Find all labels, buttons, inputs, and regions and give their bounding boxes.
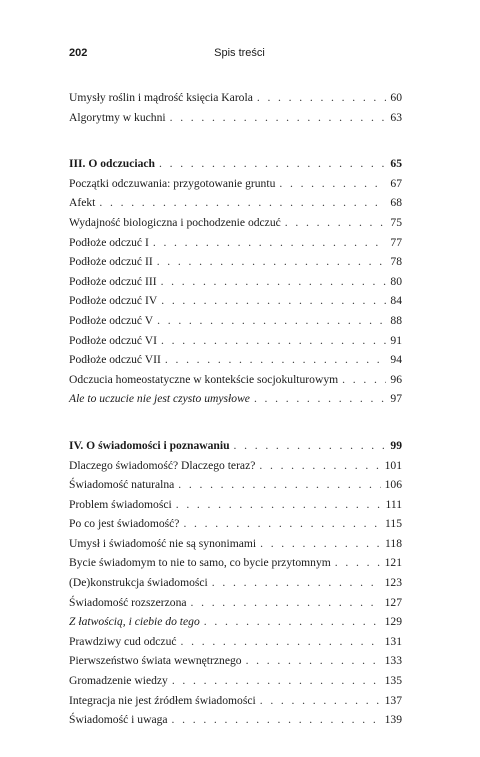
dot-leader [234,436,387,456]
dot-leader [176,495,382,515]
dot-leader [246,651,381,671]
entry-page-number: 67 [390,176,402,190]
toc-entry [69,213,402,233]
entry-page-number: 131 [384,634,402,648]
entry-title: Po co jest świadomość? [69,517,180,531]
entry-page-number: 99 [390,438,402,452]
toc-entry [69,671,402,691]
dot-leader [212,573,381,593]
toc-entry [69,593,402,613]
entry-title: (De)konstrukcja świadomości [69,576,208,590]
table-of-contents [69,88,402,757]
entry-page-number: 78 [390,255,402,269]
entry-page-number: 97 [390,392,402,406]
dot-leader [279,174,386,194]
entry-title: Gromadzenie wiedzy [69,674,168,688]
dot-leader [259,456,380,476]
toc-entry [69,370,402,390]
toc-entry [69,691,402,711]
dot-leader [161,272,387,292]
toc-entry [69,350,402,370]
entry-title: Wydajność biologiczna i pochodzenie odczuć [69,215,281,229]
dot-leader [170,108,387,128]
dot-leader [254,389,386,409]
toc-entry [69,272,402,292]
entry-title: Podłoże odczuć IV [69,294,158,308]
toc-entry [69,514,402,534]
toc-entry [69,311,402,331]
toc-section [69,154,402,409]
entry-title: Podłoże odczuć VII [69,353,161,367]
entry-title: Algorytmy w kuchni [69,110,166,124]
toc-entry [69,174,402,194]
entry-page-number: 84 [390,294,402,308]
entry-title: Bycie świadomym to nie to samo, co bycie przytomnym [69,556,331,570]
toc-entry [69,475,402,495]
entry-page-number: 137 [384,693,402,707]
entry-page-number: 65 [390,157,402,171]
entry-page-number: 80 [390,274,402,288]
dot-leader [157,252,387,272]
entry-title: Początki odczuwania: przygotowanie gruntu [69,176,276,190]
entry-title: Prawdziwy cud odczuć [69,634,177,648]
page-header [69,47,410,63]
running-title: Spis treści [214,47,265,59]
entry-title: Afekt [69,196,96,210]
entry-title: Umysł i świadomość nie są synonimami [69,536,257,550]
entry-page-number: 60 [390,91,402,104]
dot-leader [165,350,387,370]
entry-title: Podłoże odczuć V [69,313,154,327]
entry-page-number: 68 [390,196,402,210]
entry-title: Świadomość i uwaga [69,713,168,727]
entry-page-number: 91 [390,333,402,347]
entry-page-number: 123 [384,576,402,590]
toc-entry [69,252,402,272]
entry-title: Ale to uczucie nie jest czysto umysłowe [69,392,250,406]
dot-leader [99,193,386,213]
dot-leader [260,691,381,711]
entry-page-number: 115 [385,517,402,531]
entry-page-number: 106 [384,478,402,492]
toc-entry [69,632,402,652]
toc-entry [69,495,402,515]
entry-page-number: 121 [384,556,402,570]
toc-entry [69,573,402,593]
toc-entry [69,553,402,573]
toc-entry [69,389,402,409]
entry-page-number: 94 [390,353,402,367]
dot-leader [191,593,381,613]
entry-page-number: 63 [390,110,402,124]
dot-leader [172,671,381,691]
entry-title: Z łatwością, i ciebie do tego [69,615,200,629]
dot-leader [161,331,386,351]
toc-section [69,436,402,730]
toc-entry [69,88,402,108]
entry-page-number: 101 [384,458,402,472]
entry-page-number: 75 [390,215,402,229]
entry-page-number: 96 [390,372,402,386]
toc-entry [69,291,402,311]
entry-title: Dlaczego świadomość? Dlaczego teraz? [69,458,256,472]
entry-title: IV. O świadomości i poznawaniu [69,438,230,452]
toc-entry [69,233,402,253]
entry-title: Odczucia homeostatyczne w kontekście socjokulturowym [69,372,339,386]
entry-page-number: 127 [384,595,402,609]
entry-title: III. O odczuciach [69,157,155,171]
dot-leader [178,475,380,495]
entry-page-number: 129 [384,615,402,629]
toc-entry [69,651,402,671]
toc-entry [69,331,402,351]
entry-title: Świadomość naturalna [69,478,175,492]
dot-leader [204,612,381,632]
entry-title: Pierwszeństwo świata wewnętrznego [69,654,242,668]
dot-leader [172,710,381,730]
toc-entry [69,193,402,213]
entry-title: Podłoże odczuć III [69,274,157,288]
dot-leader [159,154,386,174]
entry-title: Integracja nie jest źródłem świadomości [69,693,256,707]
page-number: 202 [69,47,88,59]
toc-entry [69,534,402,554]
entry-page-number: 135 [384,674,402,688]
entry-page-number: 118 [385,536,402,550]
dot-leader [161,291,386,311]
dot-leader [153,233,387,253]
dot-leader [181,632,381,652]
dot-leader [285,213,387,233]
toc-entry [69,456,402,476]
entry-title: Umysły roślin i mądrość księcia Karola [69,91,253,104]
toc-chapter-heading [69,436,402,456]
entry-title: Podłoże odczuć I [69,235,149,249]
entry-title: Świadomość rozszerzona [69,595,187,609]
entry-title: Podłoże odczuć VI [69,333,158,347]
dot-leader [342,370,386,390]
entry-page-number: 88 [390,313,402,327]
toc-entry [69,108,402,128]
entry-title: Problem świadomości [69,497,172,511]
entry-title: Podłoże odczuć II [69,255,153,269]
dot-leader [257,88,387,108]
toc-chapter-heading [69,154,402,174]
toc-entry [69,612,402,632]
entry-page-number: 133 [384,654,402,668]
entry-page-number: 77 [390,235,402,249]
dot-leader [183,514,381,534]
entry-page-number: 139 [384,713,402,727]
dot-leader [335,553,381,573]
toc-section [69,88,402,127]
entry-page-number: 111 [385,497,402,511]
toc-entry [69,710,402,730]
dot-leader [260,534,381,554]
dot-leader [157,311,386,331]
